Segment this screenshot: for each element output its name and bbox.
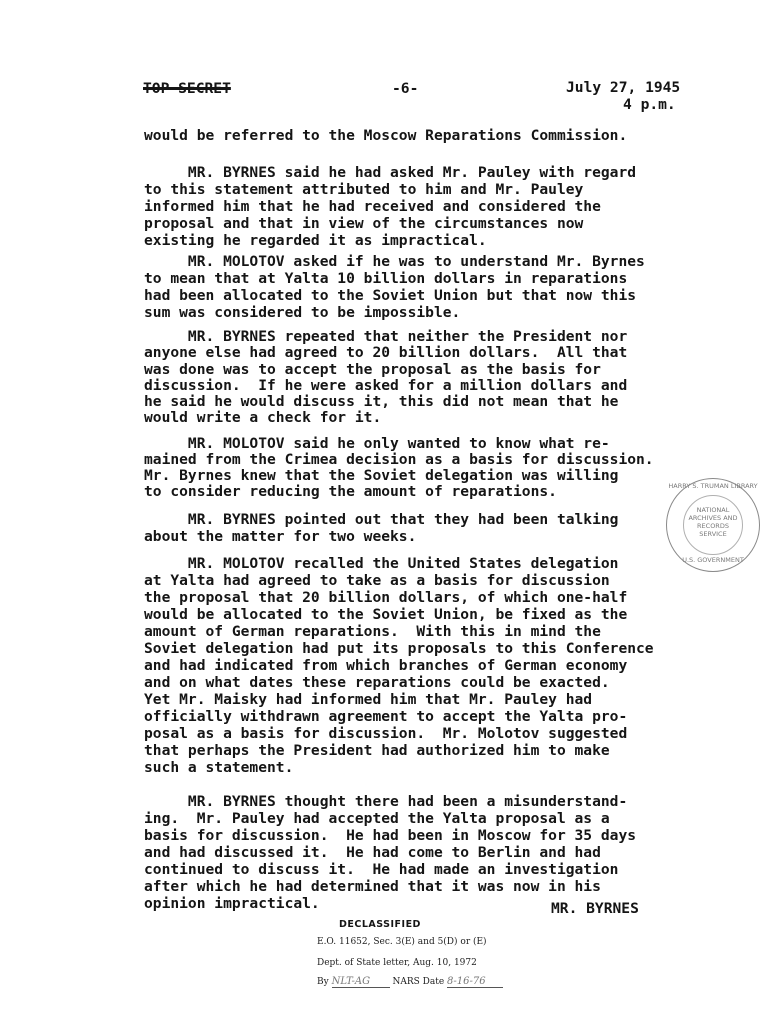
declassified-authority: E.O. 11652, Sec. 3(E) and 5(D) or (E) [317, 937, 487, 947]
body-line: Mr. Byrnes knew that the Soviet delegation was willing [144, 467, 619, 484]
page-number: -6- [392, 80, 419, 97]
body-line: amount of German reparations. With this in mind the [144, 623, 601, 640]
body-line: MR. MOLOTOV recalled the United States delegation [144, 555, 619, 572]
stamp-text: RECORDS [697, 522, 729, 530]
body-line: opinion impractical. [144, 895, 320, 912]
body-line: and had indicated from which branches of German economy [144, 657, 628, 674]
body-line: and on what dates these reparations could be exacted. [144, 674, 610, 691]
body-line: continued to discuss it. He had made an investigation [144, 861, 619, 878]
body-line: the proposal that 20 billion dollars, of which one-half [144, 589, 628, 606]
body-line: posal as a basis for discussion. Mr. Molotov suggested [144, 725, 628, 742]
body-line: sum was considered to be impossible. [144, 304, 461, 321]
signature-name: MR. BYRNES [551, 900, 639, 917]
declassified-by-line [317, 976, 503, 988]
body-line: Soviet delegation had put its proposals to this Conference [144, 640, 654, 657]
body-line: to mean that at Yalta 10 billion dollars in reparations [144, 270, 628, 287]
declassified-date: 8-16-76 [447, 976, 503, 988]
body-line: about the matter for two weeks. [144, 528, 417, 545]
stamp-text: U.S. GOVERNMENT [682, 556, 744, 564]
body-line: he said he would discuss it, this did not mean that he [144, 393, 619, 410]
body-line: would be referred to the Moscow Reparations Commission. [144, 127, 628, 144]
body-line: mained from the Crimea decision as a basis for discussion. [144, 451, 654, 468]
body-line: was done was to accept the proposal as the basis for [144, 361, 601, 378]
body-line: that perhaps the President had authorized him to make [144, 742, 610, 759]
body-line: Yet Mr. Maisky had informed him that Mr. Pauley had [144, 691, 593, 708]
by-signature: NLT-AG [332, 976, 390, 988]
nars-date-label: NARS Date [392, 977, 445, 987]
stamp-text: SERVICE [699, 530, 727, 538]
body-line: and had discussed it. He had come to Berlin and had [144, 844, 601, 861]
memo-time: 4 p.m. [623, 96, 676, 113]
body-line: to this statement attributed to him and Mr. Pauley [144, 181, 584, 198]
body-line: to consider reducing the amount of reparations. [144, 483, 557, 500]
archive-stamp [666, 478, 760, 572]
body-line: MR. MOLOTOV asked if he was to understand Mr. Byrnes [144, 253, 645, 270]
body-line: after which he had determined that it was now in his [144, 878, 601, 895]
body-line: ing. Mr. Pauley had accepted the Yalta proposal as a [144, 810, 610, 827]
stamp-text: HARRY S. TRUMAN LIBRARY [668, 482, 758, 490]
body-line: MR. BYRNES said he had asked Mr. Pauley with regard [144, 164, 637, 181]
memo-date: July 27, 1945 [566, 79, 681, 96]
body-line: would write a check for it. [144, 409, 382, 426]
body-line: MR. MOLOTOV said he only wanted to know what re- [144, 435, 610, 452]
stamp-text: NATIONAL [696, 506, 730, 514]
body-line: MR. BYRNES pointed out that they had been talking [144, 511, 619, 528]
classification-marking: TOP SECRET [143, 80, 231, 97]
body-line: such a statement. [144, 759, 294, 776]
body-line: at Yalta had agreed to take as a basis for discussion [144, 572, 610, 589]
declassified-title: DECLASSIFIED [339, 919, 421, 930]
body-line: would be allocated to the Soviet Union, be fixed as the [144, 606, 628, 623]
body-line: discussion. If he were asked for a million dollars and [144, 377, 628, 394]
body-line: informed him that he had received and considered the [144, 198, 601, 215]
by-label: By [317, 977, 329, 987]
stamp-text: ARCHIVES AND [688, 514, 738, 522]
body-line: basis for discussion. He had been in Moscow for 35 days [144, 827, 637, 844]
body-line: anyone else had agreed to 20 billion dollars. All that [144, 344, 628, 361]
body-line: MR. BYRNES thought there had been a misunderstand- [144, 793, 628, 810]
body-line: existing he regarded it as impractical. [144, 232, 487, 249]
body-line: proposal and that in view of the circumstances now [144, 215, 584, 232]
body-line: officially withdrawn agreement to accept the Yalta pro- [144, 708, 628, 725]
declassified-letter: Dept. of State letter, Aug. 10, 1972 [317, 958, 477, 968]
body-line: had been allocated to the Soviet Union but that now this [144, 287, 637, 304]
body-line: MR. BYRNES repeated that neither the President nor [144, 328, 628, 345]
